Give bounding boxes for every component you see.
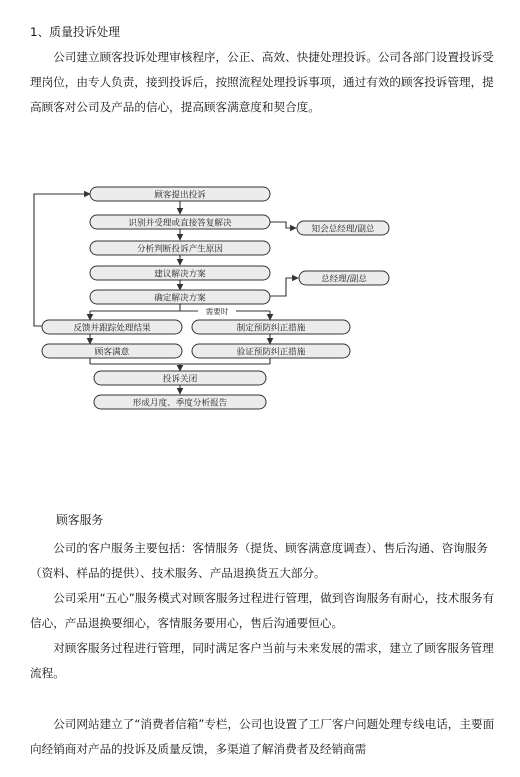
side-arrow [270,278,298,296]
node-label: 建议解决方案 [154,269,206,280]
node-label: 投诉关闭 [162,374,198,385]
node-label: 顾客提出投诉 [154,190,206,201]
node-label: 确定解决方案 [154,293,206,304]
loop-back-arrow [34,194,90,326]
paragraph-service-scope: 公司的客户服务主要包括：客情服务（提货、顾客满意度调查）、售后沟通、咨询服务（资料、样品的提供）、技术服务、产品退换货五大部分。 [30,541,488,580]
section-heading-complaint: 1、质量投诉处理 [30,25,121,39]
node-label: 识别并受理或直接答复解决 [128,218,232,229]
node-label: 形成月度、季度分析报告 [132,398,228,409]
node-label: 知会总经理/副总 [311,224,375,235]
paragraph-service-process: 对顾客服务过程进行管理，同时满足客户当前与未来发展的需求，建立了顾客服务管理流程。 [30,641,494,680]
node-label: 制定预防纠正措施 [236,323,306,334]
node-label: 顾客满意 [94,347,130,358]
branch-label: 需要时 [205,307,229,316]
paragraph-five-hearts: 公司采用“五心”服务模式对顾客服务过程进行管理，做到咨询服务有耐心，技术服务有信心，产品退换要细心，客情服务要用心，售后沟通要恒心。 [30,591,495,630]
side-arrow [270,222,296,228]
node-label: 分析判断投诉产生原因 [137,244,223,255]
paragraph-complaint-handling: 公司建立顾客投诉处理审核程序，公正、高效、快捷处理投诉。公司各部门设置投诉受理岗位，由专人负责，接到投诉后，按照流程处理投诉事项，通过有效的顾客投诉管理，提高顾客对公司及产品的信心，提高顾客满意度和契合度。 [30,50,494,114]
complaint-flowchart [30,180,400,420]
paragraph-consumer-mailbox: 公司网站建立了“消费者信箱”专栏，公司也设置了工厂客户问题处理专线电话，主要面向经销商对产品的投诉及质量反馈，多渠道了解消费者及经销商需 [30,717,495,756]
node-label: 验证预防纠正措施 [236,347,306,358]
section-heading-customer-service: 顾客服务 [56,513,104,527]
node-label: 总经理/副总 [321,274,367,285]
node-label: 反馈并跟踪处理结果 [73,323,151,334]
